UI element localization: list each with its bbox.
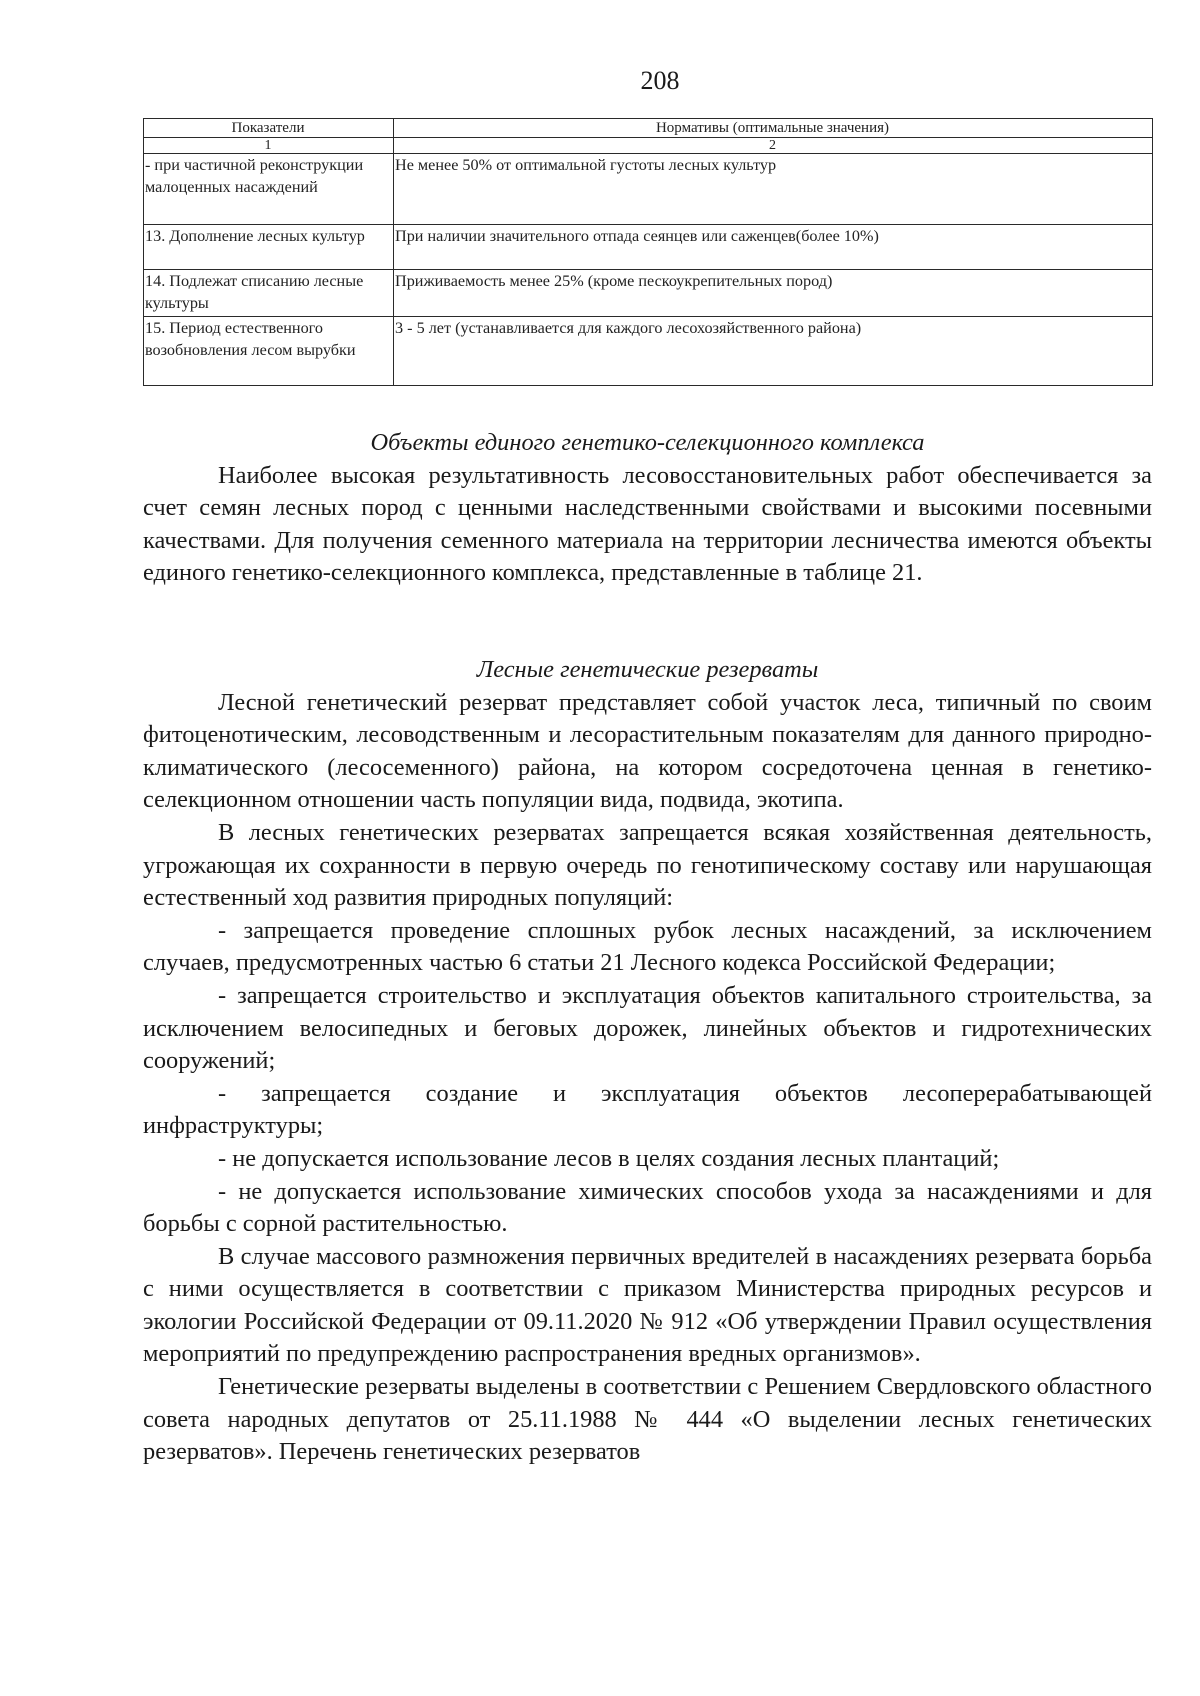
norm-cell: 3 - 5 лет (устанавливается для каждого лесохозяйственного района) <box>394 317 1153 386</box>
list-item: - не допускается использование лесов в целях создания лесных плантаций; <box>218 1144 1000 1172</box>
section-genetic-reserves <box>143 654 1152 1469</box>
indicator-cell: 13. Дополнение лесных культур <box>144 225 394 270</box>
table-row <box>144 225 1153 270</box>
column-header-indicators: Показатели <box>144 119 394 138</box>
indicator-cell: 15. Период естественного возобновления лесом вырубки <box>144 317 394 386</box>
paragraph: Лесной генетический резерват представляет собой участок леса, типичный по своим фитоценотическим, лесоводственным и лесорастительным показателям для данного природно-климатического (лесосеменного) района, на котором сосредоточена ценная в генетико-селекционном отношении часть популяции вида, подвида, экотипа. <box>143 688 1152 814</box>
norms-table <box>143 118 1153 386</box>
section-heading: Объекты единого генетико-селекционного комплекса <box>370 429 925 456</box>
indicator-cell: - при частичной реконструкции малоценных насаждений <box>144 154 394 225</box>
column-number: 1 <box>144 138 394 154</box>
norm-cell: Не менее 50% от оптимальной густоты лесных культур <box>394 154 1153 225</box>
table-column-number-row <box>144 138 1153 154</box>
list-item: - запрещается строительство и эксплуатация объектов капитального строительства, за исключением велосипедных и беговых дорожек, линейных объектов и гидротехнических сооружений; <box>143 981 1152 1075</box>
paragraph: В случае массового размножения первичных вредителей в насаждениях резервата борьба с ними осуществляется в соответствии с приказом Министерства природных ресурсов и экологии Российской Федерации от 09.11.2020 № 912 «Об утверждении Правил осуществления мероприятий по предупреждению распространения вредных организмов». <box>143 1242 1152 1368</box>
paragraph: В лесных генетических резерватах запрещается всякая хозяйственная деятельность, угрожающая их сохранности в первую очередь по генотипическому составу или нарушающая естественный ход развития природных популяций: <box>143 818 1152 912</box>
column-header-norms: Нормативы (оптимальные значения) <box>394 119 1153 138</box>
paragraph: Наиболее высокая результативность лесовосстановительных работ обеспечивается за счет семян лесных пород с ценными наследственными свойствами и высокими посевными качествами. Для получения семенного материала на территории лесничества имеются объекты единого генетико-селекционного комплекса, представленные в таблице 21. <box>143 461 1152 587</box>
column-number: 2 <box>394 138 1153 154</box>
table-row <box>144 154 1153 225</box>
list-item: - запрещается проведение сплошных рубок лесных насаждений, за исключением случаев, предусмотренных частью 6 статьи 21 Лесного кодекса Российской Федерации; <box>143 916 1152 977</box>
paragraph: Генетические резерваты выделены в соответствии с Решением Свердловского областного совета народных депутатов от 25.11.1988 № 444 «О выделении лесных генетических резерватов». Перечень генетических резерватов <box>143 1373 1152 1466</box>
section-heading: Лесные генетические резерваты <box>476 656 819 683</box>
norm-cell: Приживаемость менее 25% (кроме пескоукрепительных пород) <box>394 270 1153 317</box>
indicator-cell: 14. Подлежат списанию лесные культуры <box>144 270 394 317</box>
table-row <box>144 270 1153 317</box>
norm-cell: При наличии значительного отпада сеянцев или саженцев(более 10%) <box>394 225 1153 270</box>
list-item: - запрещается создание и эксплуатация объектов лесоперерабатывающей инфраструктуры; <box>143 1079 1152 1140</box>
list-item: - не допускается использование химических способов ухода за насаждениями и для борьбы с сорной растительностью. <box>143 1177 1152 1238</box>
page-number: 208 <box>640 66 680 95</box>
table-header-row <box>144 119 1153 138</box>
section-genetic-selection-complex <box>143 427 1152 590</box>
table-row <box>144 317 1153 386</box>
